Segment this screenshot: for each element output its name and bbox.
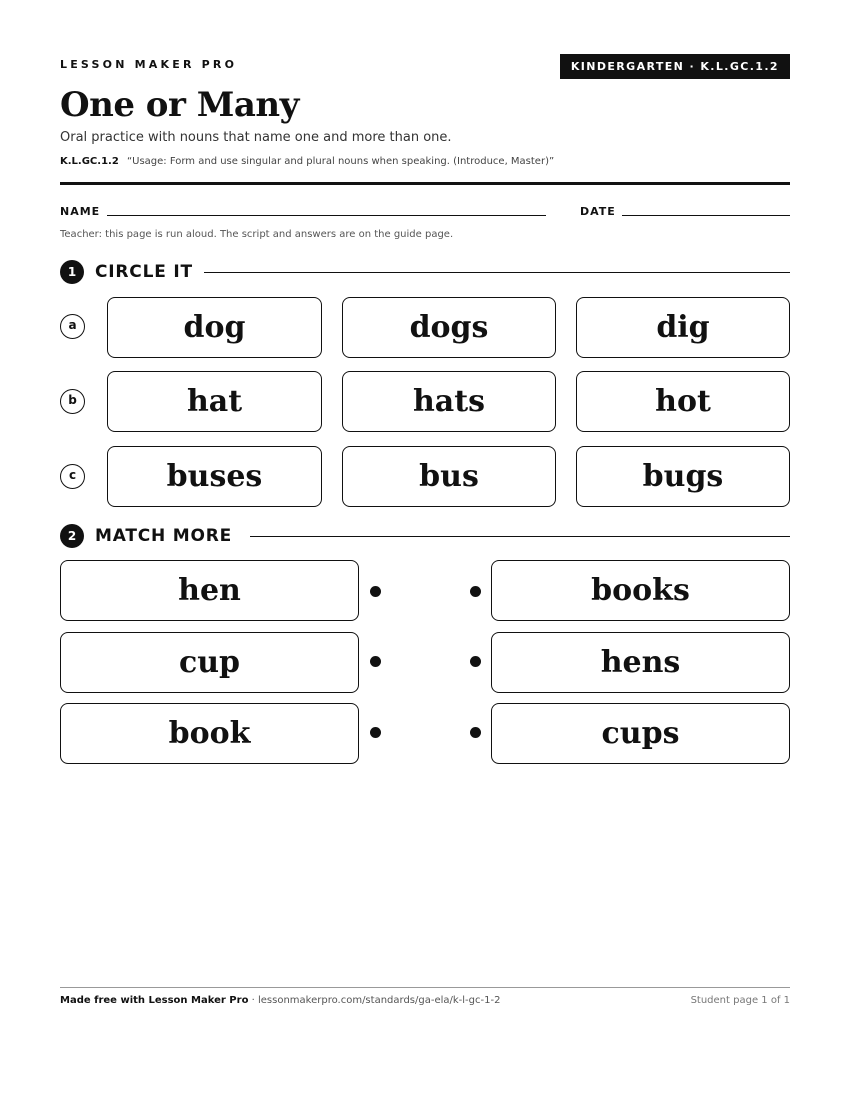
header-divider bbox=[60, 182, 790, 185]
grade-badge: KINDERGARTEN · K.L.GC.1.2 bbox=[560, 54, 790, 79]
section-match-more-header bbox=[60, 524, 790, 548]
match-left-card[interactable]: hen bbox=[60, 560, 359, 621]
word-choice-card[interactable]: dig bbox=[576, 297, 790, 358]
match-dot-left[interactable] bbox=[370, 656, 381, 667]
match-left-card[interactable]: book bbox=[60, 703, 359, 764]
teacher-note: Teacher: this page is run aloud. The script and answers are on the guide page. bbox=[60, 229, 454, 240]
standard-line bbox=[60, 156, 554, 167]
footer-made-with: Made free with Lesson Maker Pro bbox=[60, 995, 249, 1006]
footer-page-number: Student page 1 of 1 bbox=[690, 995, 790, 1006]
row-letter-a: a bbox=[60, 314, 85, 339]
word-choice-card[interactable]: hot bbox=[576, 371, 790, 432]
word-choice-card[interactable]: dog bbox=[107, 297, 322, 358]
page-title: One or Many bbox=[60, 85, 299, 125]
footer-divider bbox=[60, 987, 790, 988]
match-dot-right[interactable] bbox=[470, 656, 481, 667]
section-number-badge: 1 bbox=[60, 260, 84, 284]
standard-text: “Usage: Form and use singular and plural nouns when speaking. (Introduce, Master)” bbox=[126, 156, 555, 167]
match-right-card[interactable]: hens bbox=[491, 632, 790, 693]
section-title: MATCH MORE bbox=[95, 526, 233, 546]
brand-name: LESSON MAKER PRO bbox=[60, 58, 238, 71]
match-dot-left[interactable] bbox=[370, 586, 381, 597]
name-label: NAME bbox=[60, 205, 101, 218]
section-circle-it-header bbox=[60, 260, 790, 284]
match-right-card[interactable]: cups bbox=[491, 703, 790, 764]
section-title: CIRCLE IT bbox=[95, 262, 193, 282]
word-choice-card[interactable]: bugs bbox=[576, 446, 790, 507]
word-choice-card[interactable]: hat bbox=[107, 371, 322, 432]
word-choice-card[interactable]: bus bbox=[342, 446, 556, 507]
worksheet-page bbox=[60, 0, 790, 1100]
footer-credit bbox=[60, 995, 500, 1006]
match-dot-left[interactable] bbox=[370, 727, 381, 738]
word-choice-card[interactable]: dogs bbox=[342, 297, 556, 358]
page-subtitle: Oral practice with nouns that name one and more than one. bbox=[60, 130, 452, 145]
name-field[interactable] bbox=[107, 215, 546, 216]
date-label: DATE bbox=[580, 205, 616, 218]
standard-code: K.L.GC.1.2 bbox=[60, 156, 119, 167]
match-dot-right[interactable] bbox=[470, 727, 481, 738]
match-left-card[interactable]: cup bbox=[60, 632, 359, 693]
section-rule bbox=[204, 272, 790, 273]
section-number-badge: 2 bbox=[60, 524, 84, 548]
match-dot-right[interactable] bbox=[470, 586, 481, 597]
date-field[interactable] bbox=[622, 215, 790, 216]
footer-url[interactable]: · lessonmakerpro.com/standards/ga-ela/k-l-gc-1-2 bbox=[248, 995, 501, 1006]
row-letter-c: c bbox=[60, 464, 85, 489]
word-choice-card[interactable]: hats bbox=[342, 371, 556, 432]
word-choice-card[interactable]: buses bbox=[107, 446, 322, 507]
row-letter-b: b bbox=[60, 389, 85, 414]
match-right-card[interactable]: books bbox=[491, 560, 790, 621]
section-rule bbox=[250, 536, 790, 537]
